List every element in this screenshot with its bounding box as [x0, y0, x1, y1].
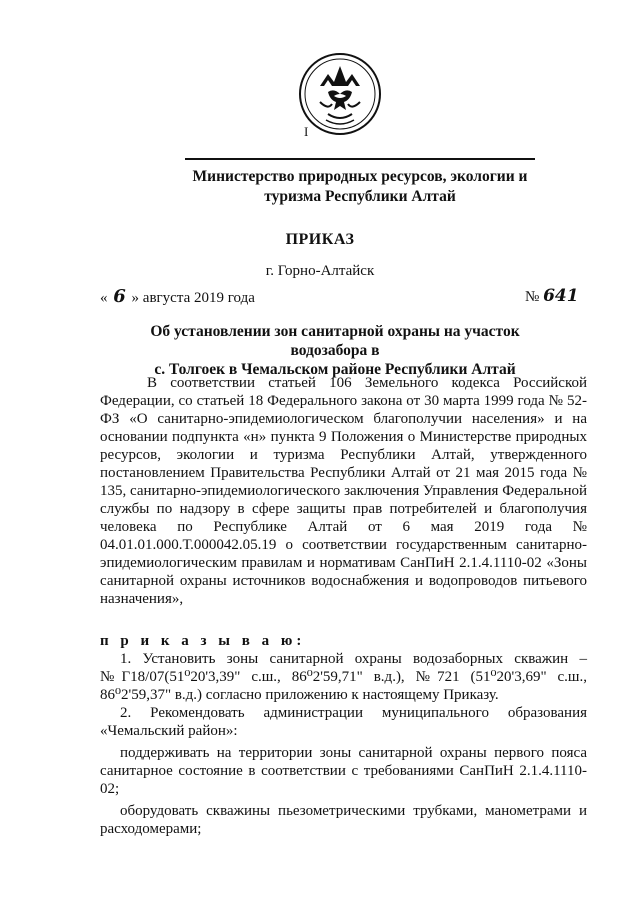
item-1: 1. Установить зоны санитарной охраны водозаборных скважин – №Г18/07(51⁰20'3,39" с.ш., 86⁰2'59,71" в.д.), №721 (51⁰20'3,69" с.ш., 86⁰2'59,37" в.д.) согласно приложению к настоящему Приказу.: [100, 651, 587, 703]
document-date: [100, 286, 255, 307]
ministry-name: [150, 167, 570, 207]
date-rest: » августа 2019 года: [131, 290, 255, 306]
order-word: п р и к а з ы в а ю:: [100, 633, 306, 649]
date-open-quote: «: [100, 290, 108, 306]
ministry-line-2: туризма Республики Алтай: [264, 188, 456, 205]
header-rule: [185, 158, 535, 160]
document-number: [525, 286, 579, 306]
number-prefix: №: [525, 289, 540, 305]
number-handwritten: 641: [543, 286, 579, 306]
item-2: 2. Рекомендовать администрации муниципального образования «Чемальский район»:: [100, 705, 587, 739]
date-day-handwritten: 6: [113, 286, 126, 307]
item-2-sub-2: оборудовать скважины пьезометрическими трубками, манометрами и расходомерами;: [100, 803, 587, 837]
subject-line-1: Об установлении зон санитарной охраны на участок водозабора в: [150, 323, 520, 359]
document-body: [100, 374, 587, 838]
subject-line-2: с. Толгоек в Чемальском районе Республики Алтай: [154, 361, 516, 378]
document-city: г. Горно-Алтайск: [265, 263, 375, 279]
ministry-line-1: Министерство природных ресурсов, экологии и: [192, 168, 528, 185]
coat-of-arms-emblem: [298, 52, 382, 136]
item-2-sub-1: поддерживать на территории зоны санитарной охраны первого пояса санитарное состояние в соответствии с требованиями СанПиН 2.1.4.1110-02;: [100, 745, 587, 797]
document-subject: [120, 322, 550, 379]
preamble-paragraph: В соответствии статьей 106 Земельного кодекса Российской Федерации, со статьей 18 Федерального закона от 30 марта 1999 года № 52-ФЗ «О санитарно-эпидемиологическом благополучии населения» и на основании подпункта «н» пункта 9 Положения о Министерстве природных ресурсов, экологии и туризма Республики Алтай, утвержденного постановлением Правительства Республики Алтай от 21 мая 2015 года № 135, санитарно-эпидемиологического заключения Управления Федеральной службы по надзору в сфере защиты прав потребителей и благополучия человека по Республике Алтай от 6 мая 2019 года № 04.01.01.000.Т.000042.05.19 о соответствии государственным санитарно-эпидемиологическим правилам и нормативам СанПиН 2.1.4.1110-02 «Зоны санитарной охраны источников водоснабжения и водопроводов питьевого назначения»,: [100, 375, 587, 607]
stray-mark: I: [304, 124, 309, 139]
document-title: ПРИКАЗ: [285, 231, 355, 248]
